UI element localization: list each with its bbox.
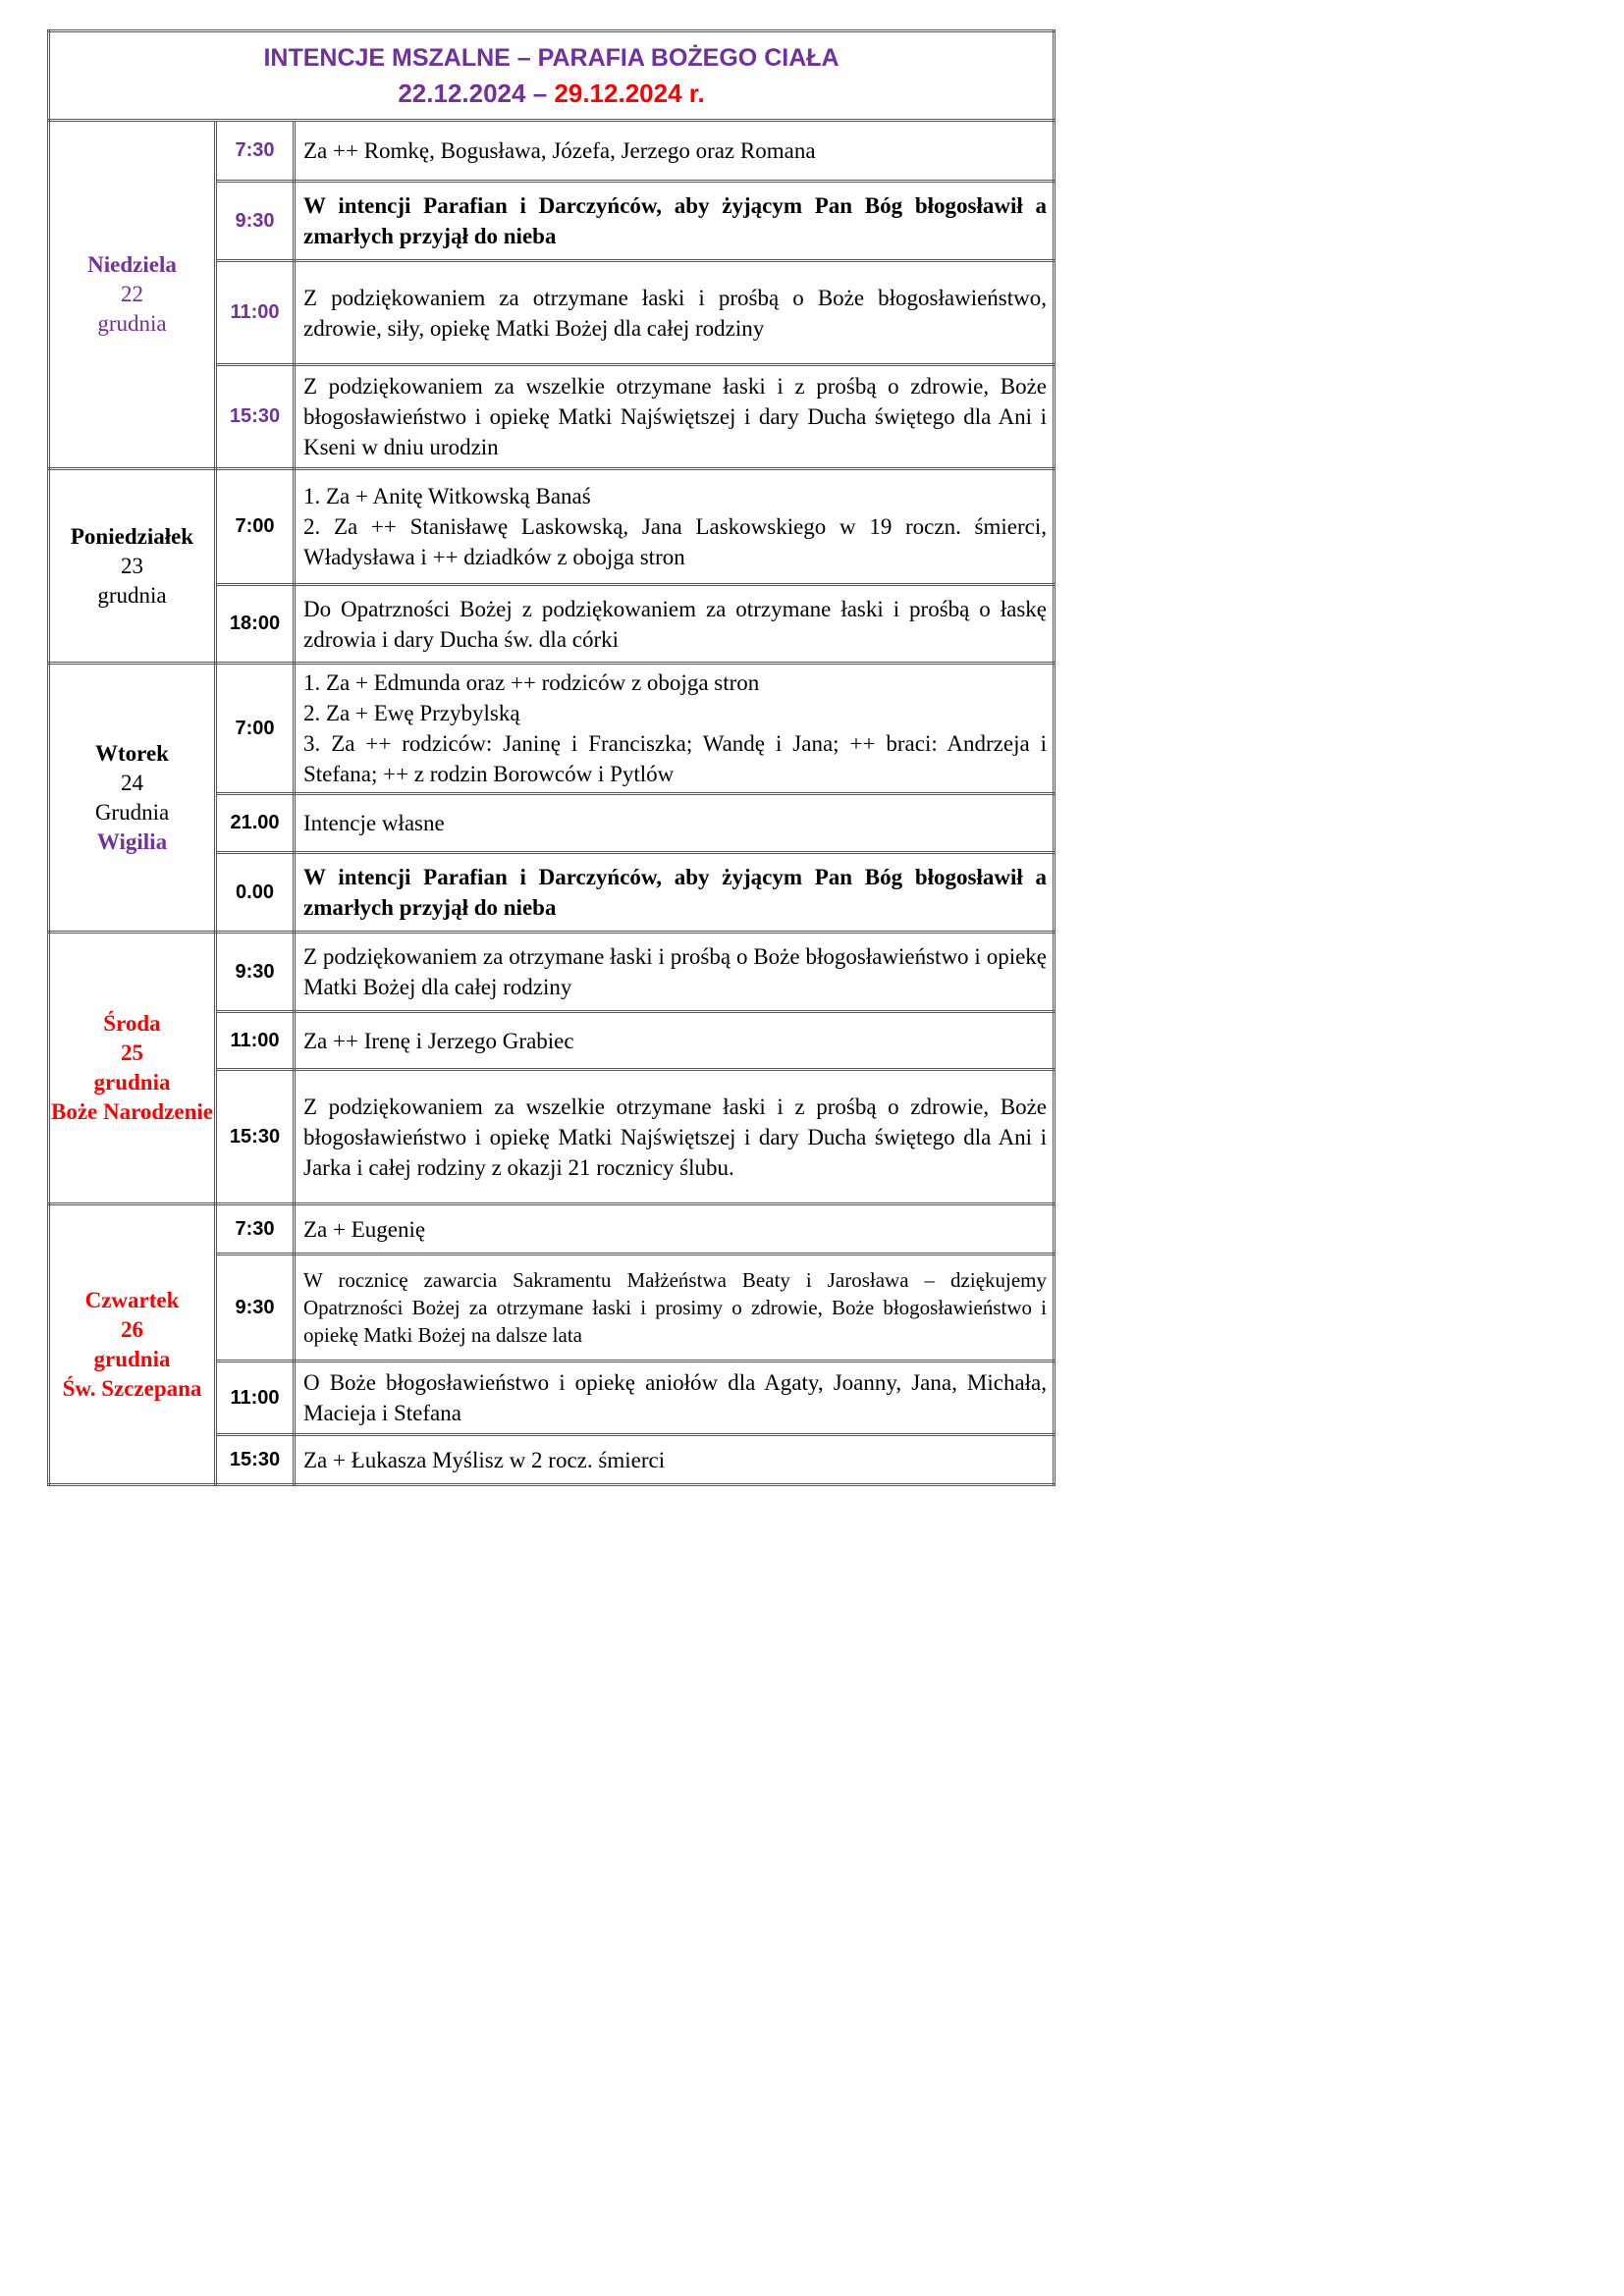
mass-intention: Intencje własne xyxy=(295,794,1055,853)
mass-intention: Za ++ Irenę i Jerzego Grabiec xyxy=(295,1012,1055,1070)
mass-intention: Za + Łukasza Myślisz w 2 rocz. śmierci xyxy=(295,1435,1055,1485)
table-row xyxy=(49,1204,1055,1255)
mass-intention: Z podziękowaniem za wszelkie otrzymane łaski i z prośbą o zdrowie, Boże błogosławieństwo i opiekę Matki Najświętszej i dary Ducha świętego dla Ani i Jarka i całej rodziny z okazji 21 rocznicy ślubu. xyxy=(295,1070,1055,1204)
mass-time: 15:30 xyxy=(216,365,295,469)
mass-intention: O Boże błogosławieństwo i opiekę aniołów dla Agaty, Joanny, Jana, Michała, Macieja i Stefana xyxy=(295,1362,1055,1435)
day-date: 22 xyxy=(121,282,143,306)
day-month: grudnia xyxy=(93,1070,171,1095)
mass-time: 11:00 xyxy=(216,1012,295,1070)
day-cell-sroda xyxy=(49,933,216,1204)
day-name: Niedziela xyxy=(87,252,177,277)
mass-time: 15:30 xyxy=(216,1070,295,1204)
day-name: Poniedziałek xyxy=(70,523,194,549)
mass-time: 7:00 xyxy=(216,469,295,585)
mass-intention: Za ++ Romkę, Bogusława, Józefa, Jerzego oraz Romana xyxy=(295,121,1055,182)
schedule-sheet xyxy=(47,29,1053,1486)
mass-intention: Z podziękowaniem za otrzymane łaski i prośbą o Boże błogosławieństwo, zdrowie, siły, opiekę Matki Bożej dla całej rodziny xyxy=(295,261,1055,365)
date-end: 29.12.2024 r. xyxy=(554,79,705,108)
mass-intention: Z podziękowaniem za otrzymane łaski i prośbą o Boże błogosławieństwo i opiekę Matki Bożej dla całej rodziny xyxy=(295,933,1055,1012)
mass-time: 7:30 xyxy=(216,121,295,182)
mass-time: 9:30 xyxy=(216,182,295,261)
mass-time: 11:00 xyxy=(216,1362,295,1435)
table-row xyxy=(49,664,1055,794)
date-range xyxy=(50,76,1053,111)
mass-time: 7:30 xyxy=(216,1204,295,1255)
day-cell-niedziela xyxy=(49,121,216,469)
mass-intention xyxy=(295,664,1055,794)
intention-line: 1. Za + Anitę Witkowską Banaś xyxy=(303,484,591,508)
page-title: INTENCJE MSZALNE – PARAFIA BOŻEGO CIAŁA xyxy=(263,44,839,72)
table-row xyxy=(49,469,1055,585)
intention-line: 1. Za + Edmunda oraz ++ rodziców z obojga stron xyxy=(303,670,760,695)
day-name: Środa xyxy=(103,1011,161,1036)
day-month: Grudnia xyxy=(94,799,170,825)
mass-time: 9:30 xyxy=(216,933,295,1012)
day-month: grudnia xyxy=(97,311,167,336)
mass-intentions-table xyxy=(47,29,1056,1486)
mass-time: 11:00 xyxy=(216,261,295,365)
day-month: grudnia xyxy=(93,1346,171,1371)
day-cell-poniedzialek xyxy=(49,469,216,664)
mass-time: 9:30 xyxy=(216,1255,295,1362)
day-date: 24 xyxy=(121,770,143,795)
day-name: Wtorek xyxy=(95,740,169,766)
intention-line: 3. Za ++ rodziców: Janinę i Franciszka; Wandę i Jana; ++ braci: Andrzeja i Stefana; ++ z rodzin Borowców i Pytlów xyxy=(303,731,1048,786)
mass-time: 21.00 xyxy=(216,794,295,853)
date-separator: – xyxy=(525,79,555,108)
day-cell-wtorek xyxy=(49,664,216,933)
mass-time: 18:00 xyxy=(216,585,295,664)
day-name: Czwartek xyxy=(84,1287,180,1312)
day-cell-czwartek xyxy=(49,1204,216,1485)
mass-intention: W intencji Parafian i Darczyńców, aby żyjącym Pan Bóg błogosławił a zmarłych przyjął do nieba xyxy=(295,182,1055,261)
header-cell xyxy=(49,31,1055,121)
day-feast: Boże Narodzenie xyxy=(50,1099,213,1124)
day-feast: Św. Szczepana xyxy=(62,1375,202,1401)
mass-intention: Z podziękowaniem za wszelkie otrzymane łaski i z prośbą o zdrowie, Boże błogosławieństwo i opiekę Matki Najświętszej i dary Ducha świętego dla Ani i Kseni w dniu urodzin xyxy=(295,365,1055,469)
mass-intention: Do Opatrzności Bożej z podziękowaniem za otrzymane łaski i prośbą o łaskę zdrowia i dary Ducha św. dla córki xyxy=(295,585,1055,664)
mass-intention: Za + Eugenię xyxy=(295,1204,1055,1255)
mass-intention xyxy=(295,469,1055,585)
header-row xyxy=(49,31,1055,121)
mass-time: 7:00 xyxy=(216,664,295,794)
day-date: 23 xyxy=(121,553,143,578)
day-feast: Wigilia xyxy=(96,828,168,854)
intention-line: 2. Za ++ Stanisławę Laskowską, Jana Laskowskiego w 19 roczn. śmierci, Władysława i ++ dziadków z obojga stron xyxy=(303,514,1048,569)
mass-time: 15:30 xyxy=(216,1435,295,1485)
mass-intention: W intencji Parafian i Darczyńców, aby żyjącym Pan Bóg błogosławił a zmarłych przyjął do nieba xyxy=(295,853,1055,933)
table-row xyxy=(49,933,1055,1012)
day-month: grudnia xyxy=(97,582,167,608)
date-start: 22.12.2024 xyxy=(398,79,526,108)
day-date: 26 xyxy=(121,1316,143,1342)
mass-intention: W rocznicę zawarcia Sakramentu Małżeństwa Beaty i Jarosława – dziękujemy Opatrzności Bożej za otrzymane łaski i prosimy o zdrowie, Boże błogosławieństwo i opiekę Matki Bożej na dalsze lata xyxy=(295,1255,1055,1362)
day-date: 25 xyxy=(121,1041,143,1065)
intention-line: 2. Za + Ewę Przybylską xyxy=(303,701,520,725)
table-row xyxy=(49,121,1055,182)
mass-time: 0.00 xyxy=(216,853,295,933)
